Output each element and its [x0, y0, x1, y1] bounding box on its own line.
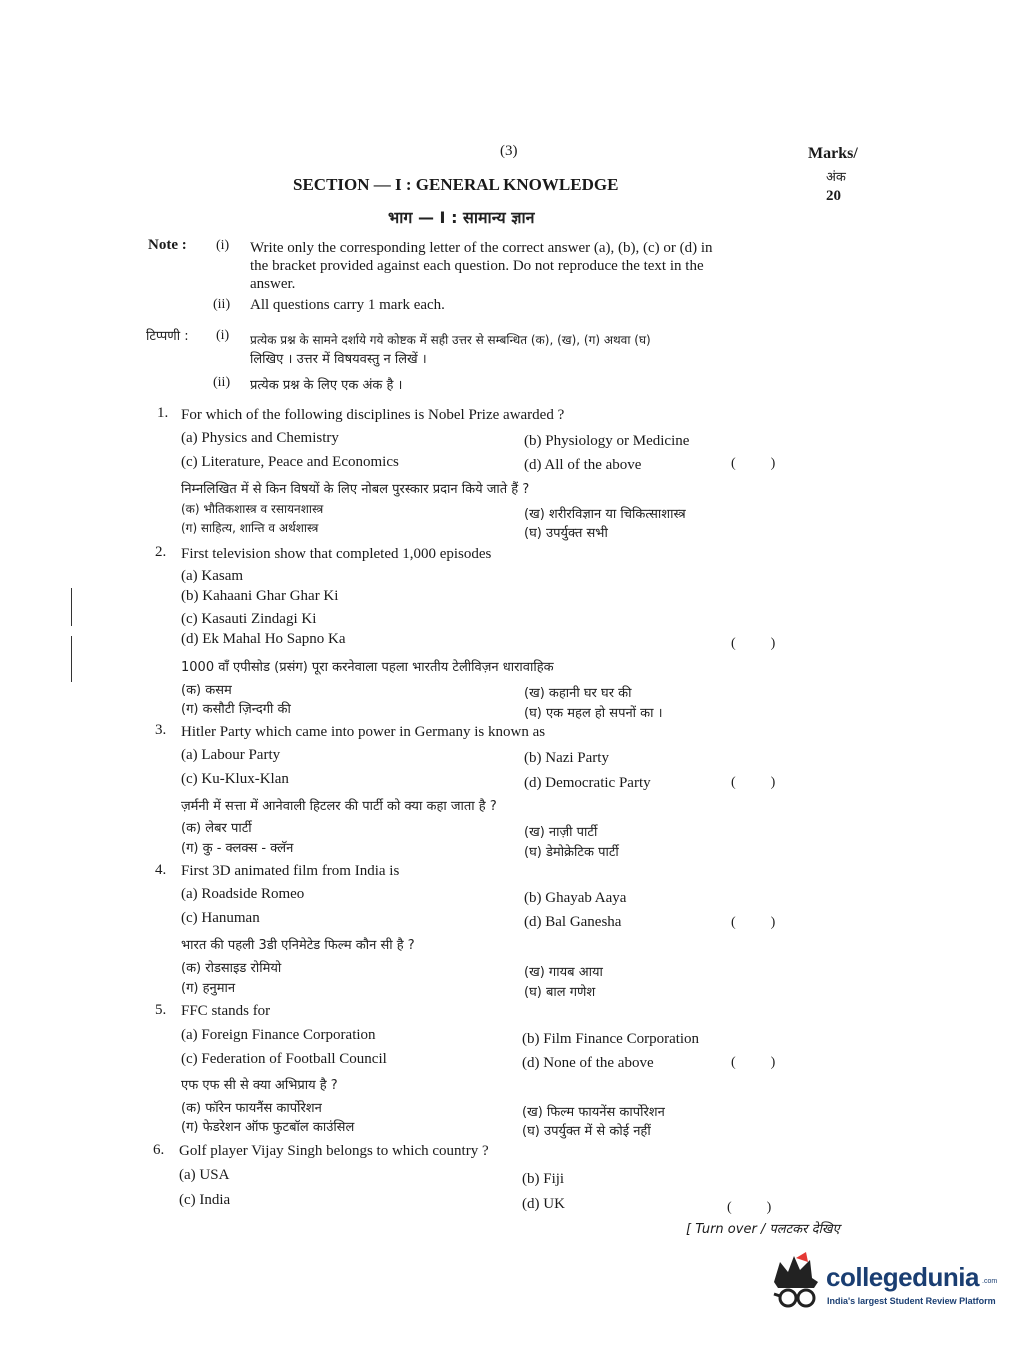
option-a: (a) USA	[179, 1167, 230, 1183]
logo-com: .com	[982, 1278, 998, 1285]
option-d: (d) Ek Mahal Ho Sapno Ka	[181, 631, 346, 647]
option-c: (c) Kasauti Zindagi Ki	[181, 611, 317, 627]
question-number: 4.	[155, 862, 167, 878]
question-number: 2.	[155, 544, 167, 560]
question-text: Golf player Vijay Singh belongs to which country ?	[179, 1143, 489, 1159]
hindi-option-a: (क) कसम	[181, 683, 232, 698]
hindi-option-c: (ग) साहित्य, शान्ति व अर्थशास्त्र	[181, 521, 319, 535]
hindi-question-text: निम्नलिखित में से किन विषयों के लिए नोबल पुरस्कार प्रदान किये जाते हैं ?	[181, 482, 530, 497]
option-b: (b) Film Finance Corporation	[522, 1031, 700, 1047]
hindi-option-d: (घ) उपर्युक्त में से कोई नहीं	[522, 1124, 651, 1139]
option-b: (b) Fiji	[522, 1171, 565, 1187]
margin-line	[71, 588, 72, 626]
note-hindi-i-line1: प्रत्येक प्रश्न के सामने दर्शाये गये कोष्टक में सही उत्तर से सम्बन्धित (क), (ख), (ग) अथवा (घ)	[250, 333, 651, 347]
question-number: 6.	[153, 1142, 165, 1158]
note-hindi-ii-text: प्रत्येक प्रश्न के लिए एक अंक है ।	[250, 378, 403, 393]
option-d: (d) All of the above	[524, 457, 642, 473]
answer-bracket: ( )	[727, 1200, 772, 1215]
note-hindi-label: टिप्पणी :	[146, 329, 189, 344]
answer-bracket: ( )	[731, 915, 776, 930]
hindi-option-c: (ग) कसौटी ज़िन्दगी की	[181, 702, 291, 717]
note-i-line1: Write only the corresponding letter of the correct answer (a), (b), (c) or (d) in	[250, 240, 713, 256]
note-label: Note :	[148, 237, 187, 253]
option-a: (a) Kasam	[181, 568, 244, 584]
note-hindi-i-num: (i)	[216, 328, 230, 343]
option-d: (d) Democratic Party	[524, 775, 651, 791]
hindi-option-b: (ख) फिल्म फायनेंस कार्पोरेशन	[522, 1105, 665, 1120]
hindi-question-text: एफ एफ सी से क्या अभिप्राय है ?	[181, 1078, 338, 1093]
question-number: 3.	[155, 722, 167, 738]
hindi-option-a: (क) रोडसाइड रोमियो	[181, 961, 282, 976]
hindi-option-c: (ग) फेडरेशन ऑफ फुटबॉल काउंसिल	[181, 1120, 355, 1135]
question-number: 5.	[155, 1002, 167, 1018]
note-i-num: (i)	[216, 238, 230, 253]
option-d: (d) None of the above	[522, 1055, 654, 1071]
note-ii-num: (ii)	[213, 297, 231, 312]
section-title: SECTION — I : GENERAL KNOWLEDGE	[293, 175, 619, 194]
answer-bracket: ( )	[731, 775, 776, 790]
hindi-option-a: (क) लेबर पार्टी	[181, 821, 252, 836]
logo-tagline: India's largest Student Review Platform	[827, 1296, 996, 1306]
question-text: Hitler Party which came into power in Germany is known as	[181, 724, 546, 740]
option-b: (b) Ghayab Aaya	[524, 890, 627, 906]
hindi-question-text: भारत की पहली 3डी एनिमेटेड फिल्म कौन सी है ?	[181, 938, 415, 953]
hindi-question-text: 1000 वाँ एपीसोड (प्रसंग) पूरा करनेवाला पहला भारतीय टेलीविज़न धारावाहिक	[181, 660, 554, 675]
option-a: (a) Foreign Finance Corporation	[181, 1027, 376, 1043]
hindi-option-d: (घ) एक महल हो सपनों का ।	[524, 706, 663, 721]
option-d: (d) UK	[522, 1196, 565, 1212]
hindi-option-c: (ग) हनुमान	[181, 981, 236, 996]
question-text: First 3D animated film from India is	[181, 863, 400, 879]
turn-over-note: [ Turn over / पलटकर देखिए	[686, 1222, 840, 1237]
hindi-option-b: (ख) शरीरविज्ञान या चिकित्साशास्त्र	[524, 507, 686, 522]
marks-hindi: अंक	[826, 170, 846, 185]
hindi-option-a: (क) फॉरेन फायनैंस कार्पोरेशन	[181, 1101, 322, 1116]
question-text: FFC stands for	[181, 1003, 271, 1019]
option-c: (c) Ku-Klux-Klan	[181, 771, 289, 787]
hindi-option-b: (ख) नाज़ी पार्टी	[524, 825, 598, 840]
hindi-option-d: (घ) बाल गणेश	[524, 985, 596, 1000]
margin-line	[71, 636, 72, 682]
hindi-option-b: (ख) गायब आया	[524, 965, 603, 980]
option-a: (a) Labour Party	[181, 747, 281, 763]
answer-bracket: ( )	[731, 1055, 776, 1070]
option-c: (c) India	[179, 1192, 231, 1208]
option-b: (b) Physiology or Medicine	[524, 433, 690, 449]
hindi-option-d: (घ) डेमोक्रेटिक पार्टी	[524, 845, 619, 860]
section-title-hindi: भाग — I : सामान्य ज्ञान	[388, 208, 535, 227]
option-d: (d) Bal Ganesha	[524, 914, 622, 930]
question-text: For which of the following disciplines is Nobel Prize awarded ?	[181, 407, 565, 423]
question-number: 1.	[157, 405, 169, 421]
hindi-option-a: (क) भौतिकशास्त्र व रसायनशास्त्र	[181, 502, 324, 516]
note-i-line2: the bracket provided against each question. Do not reproduce the text in the	[250, 258, 704, 274]
hindi-option-b: (ख) कहानी घर घर की	[524, 686, 632, 701]
note-hindi-i-line2: लिखिए । उत्तर में विषयवस्तु न लिखें ।	[250, 352, 427, 367]
note-hindi-ii-num: (ii)	[213, 375, 231, 390]
logo-name: collegedunia	[826, 1262, 979, 1292]
note-i-line3: answer.	[250, 276, 296, 292]
option-b: (b) Nazi Party	[524, 750, 609, 766]
hindi-question-text: ज़र्मनी में सत्ता में आनेवाली हिटलर की पार्टी को क्या कहा जाता है ?	[181, 799, 497, 814]
page-number: (3)	[500, 143, 518, 159]
option-b: (b) Kahaani Ghar Ghar Ki	[181, 588, 339, 604]
hindi-option-c: (ग) कु - क्लक्स - क्लॅन	[181, 841, 294, 856]
answer-bracket: ( )	[731, 456, 776, 471]
answer-bracket: ( )	[731, 636, 776, 651]
option-c: (c) Federation of Football Council	[181, 1051, 387, 1067]
option-c: (c) Hanuman	[181, 910, 260, 926]
collegedunia-logo[interactable]	[766, 1252, 996, 1312]
option-a: (a) Physics and Chemistry	[181, 430, 339, 446]
marks-label: Marks/	[808, 145, 858, 162]
hindi-option-d: (घ) उपर्युक्त सभी	[524, 526, 608, 541]
option-c: (c) Literature, Peace and Economics	[181, 454, 399, 470]
mascot-icon	[766, 1252, 826, 1314]
question-text: First television show that completed 1,000 episodes	[181, 546, 492, 562]
option-a: (a) Roadside Romeo	[181, 886, 305, 902]
note-ii-text: All questions carry 1 mark each.	[250, 297, 445, 313]
marks-value: 20	[826, 188, 841, 204]
